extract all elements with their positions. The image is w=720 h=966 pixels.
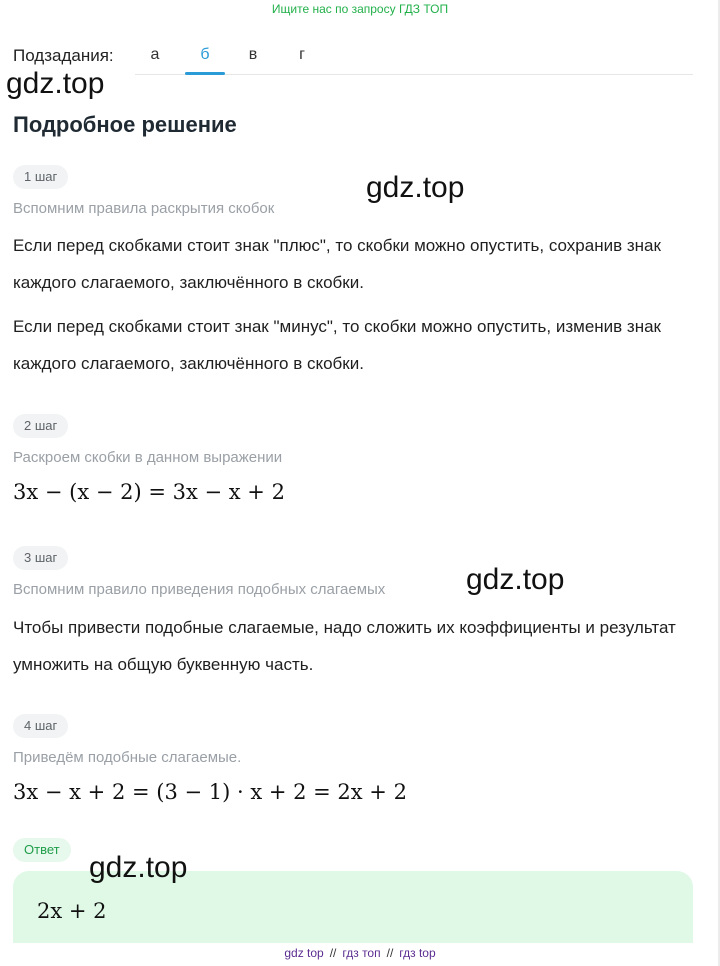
- step-1-badge: 1 шаг: [13, 165, 68, 189]
- watermark: gdz.top: [89, 851, 188, 884]
- step-2-math: 3x − (x − 2) = 3x − x + 2: [13, 480, 285, 504]
- step-1-paragraph-2: Если перед скобками стоит знак "минус", то скобки можно опустить, изменив знак каждого слагаемого, заключённого в скобки.: [13, 317, 661, 373]
- footer-link[interactable]: гдз топ: [342, 946, 381, 960]
- tab-g[interactable]: г: [299, 46, 305, 63]
- footer-link[interactable]: гдз top: [399, 946, 436, 960]
- step-3-badge: 3 шаг: [13, 546, 68, 570]
- watermark: gdz.top: [466, 563, 565, 596]
- solution-heading: Подробное решение: [13, 112, 237, 137]
- footer-link[interactable]: gdz top: [284, 946, 324, 960]
- step-2-subtitle: Раскроем скобки в данном выражении: [13, 449, 283, 466]
- step-1-subtitle: Вспомним правила раскрытия скобок: [13, 200, 275, 217]
- tab-b[interactable]: б: [200, 46, 210, 63]
- tab-v[interactable]: в: [248, 46, 258, 63]
- answer-badge: Ответ: [13, 838, 71, 862]
- step-4-subtitle: Приведём подобные слагаемые.: [13, 749, 242, 766]
- step-2-badge: 2 шаг: [13, 414, 68, 438]
- subtasks-label: Подзадания:: [13, 46, 114, 65]
- footer-links: [0, 946, 720, 960]
- watermark: gdz.top: [6, 67, 105, 100]
- footer-separator: //: [386, 946, 394, 960]
- step-1-paragraph-1: Если перед скобками стоит знак "плюс", то скобки можно опустить, сохранив знак каждого слагаемого, заключённого в скобки.: [13, 236, 661, 292]
- answer-value: 2x + 2: [37, 899, 107, 923]
- active-tab-indicator: [185, 72, 225, 75]
- footer-separator: //: [329, 946, 337, 960]
- step-4-badge: 4 шаг: [13, 714, 68, 738]
- step-3-subtitle: Вспомним правило приведения подобных слагаемых: [13, 581, 386, 598]
- search-promo-banner: Ищите нас по запросу ГДЗ ТОП: [271, 2, 449, 16]
- watermark: gdz.top: [366, 171, 465, 204]
- tab-a[interactable]: а: [150, 46, 160, 63]
- step-4-math: 3x − x + 2 = (3 − 1) · x + 2 = 2x + 2: [13, 780, 407, 804]
- step-3-paragraph: Чтобы привести подобные слагаемые, надо сложить их коэффициенты и результат умножить на общую буквенную часть.: [13, 618, 676, 674]
